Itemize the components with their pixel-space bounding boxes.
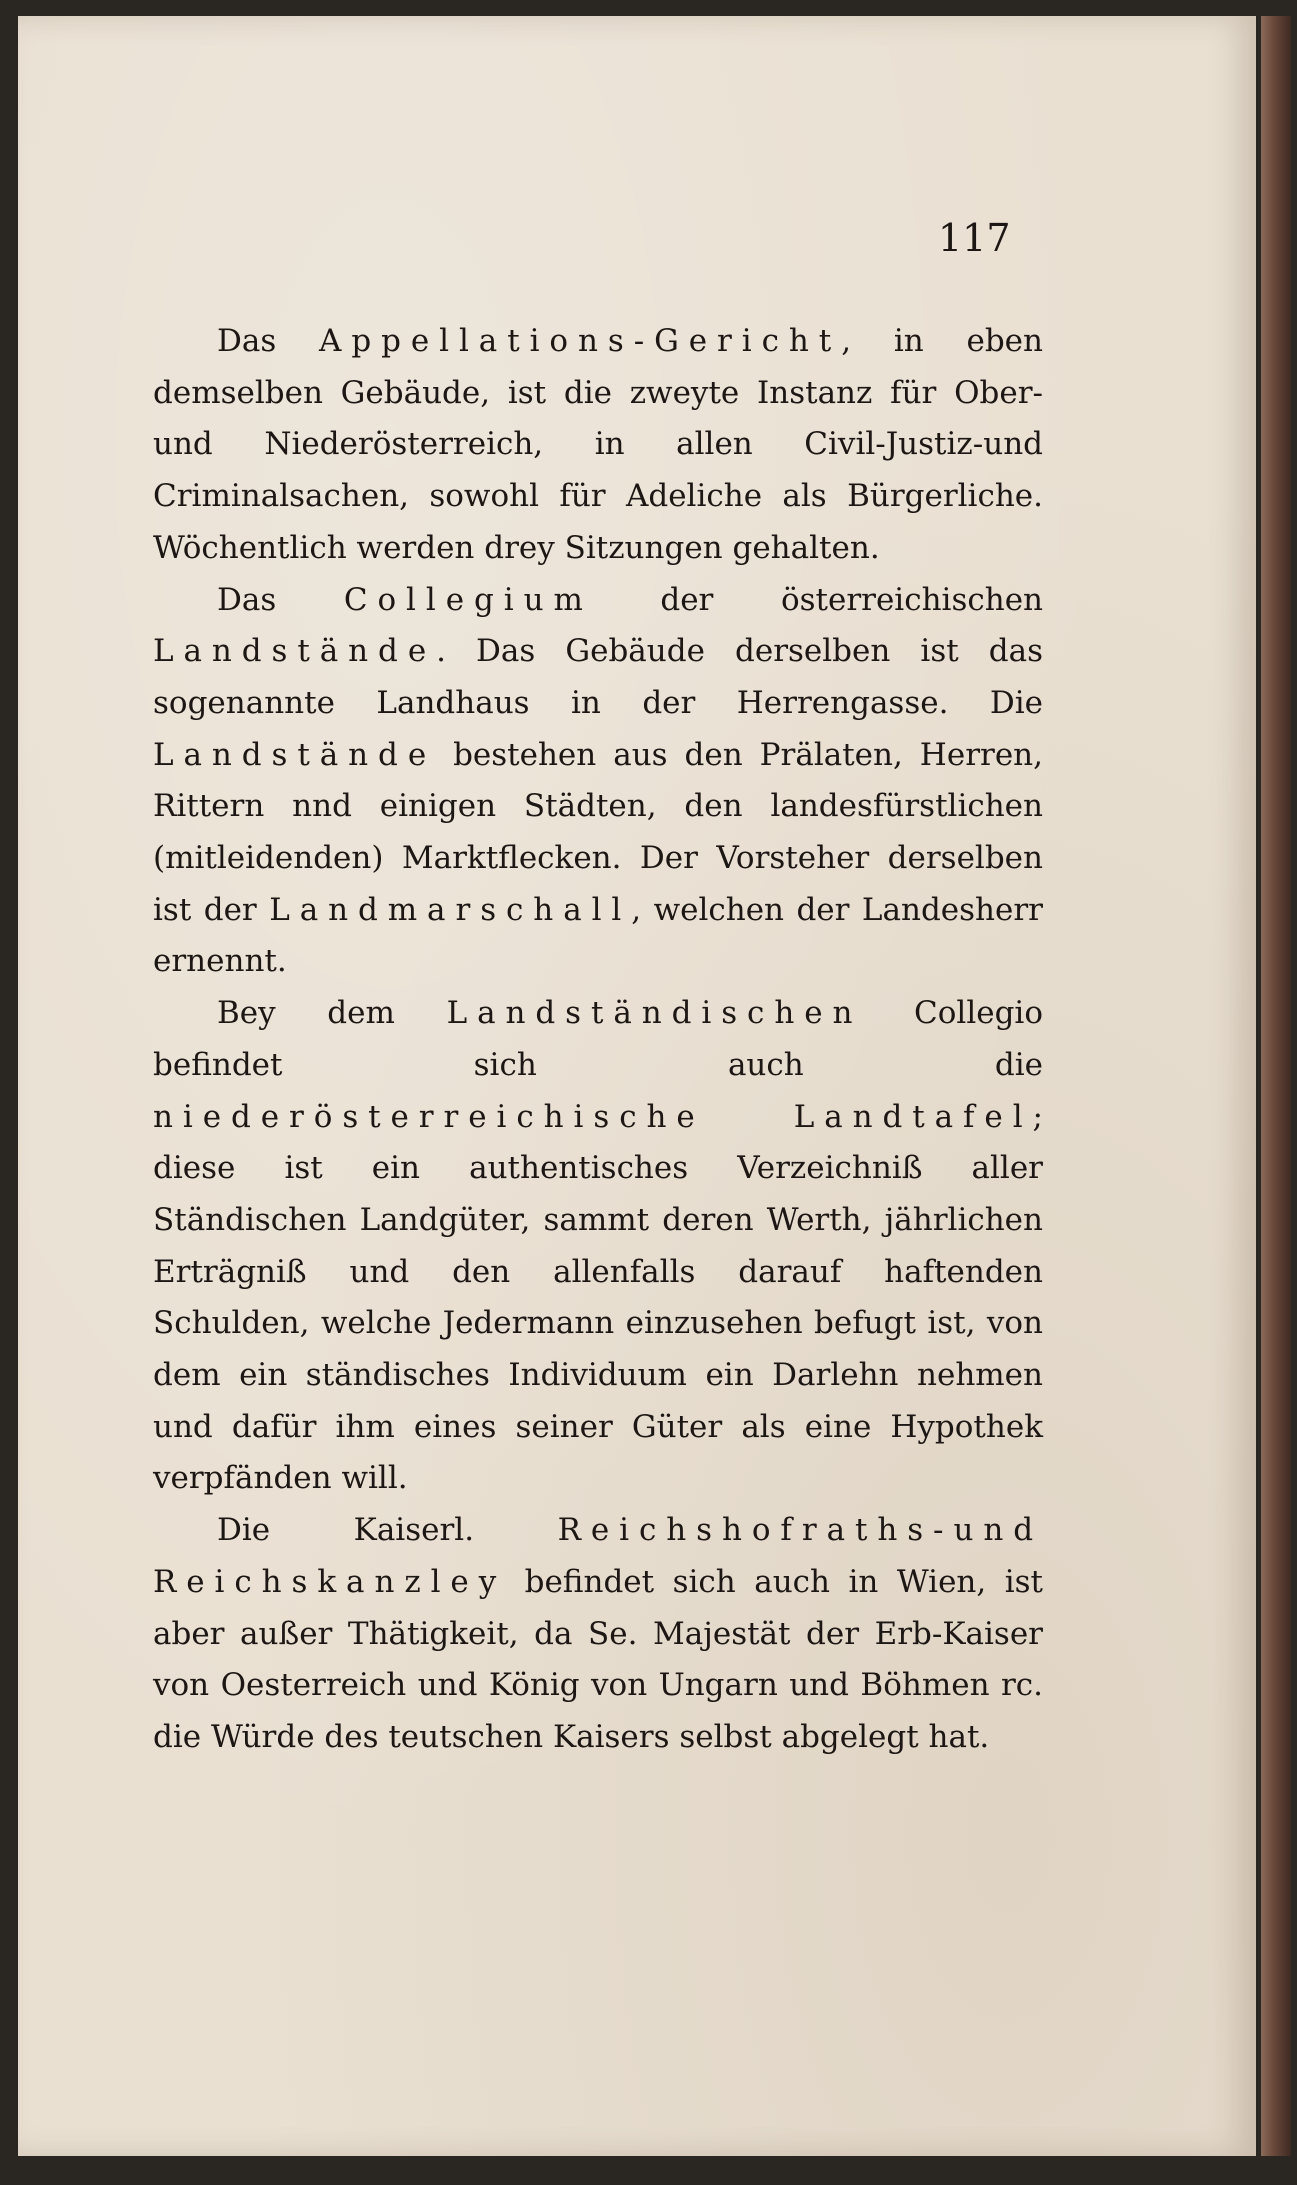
text-segment: , welchen der Landesherr ernennt. bbox=[153, 891, 1043, 980]
spaced-term: Landständischen bbox=[446, 995, 863, 1032]
text-segment: Collegio befindet sich auch die bbox=[153, 995, 1044, 1083]
text-segment: befindet sich auch in Wien, ist aber außer Thätigkeit, da Se. Majestät der Erb-Kaiser von Oesterreich und König von Ungarn und Böhmen rc. die Würde des teutschen Kaisers selbst abgelegt hat. bbox=[153, 1563, 1043, 1755]
paragraph-appellations-gericht bbox=[153, 316, 1043, 575]
text-segment: ; diese ist ein authentisches Verzeichniß aller Ständischen Landgüter, sammt deren Werth, jährlichen Erträgniß und den allenfalls darauf haftenden Schulden, welche Jedermann einzusehen befugt ist, von dem ein ständisches Individuum ein Darlehn nehmen und dafür ihm eines seiner Güter als eine Hypothek verpfänden will. bbox=[153, 1098, 1043, 1497]
spaced-term: Collegium bbox=[343, 581, 593, 618]
spaced-term: niederösterreichische Landtafel bbox=[153, 1098, 1033, 1135]
spaced-term: Landstände bbox=[153, 736, 437, 773]
text-segment: , in eben demselben Gebäude, ist die zweyte Instanz für Ober-und Niederösterreich, in allen Civil-Justiz-und Criminalsachen, sowohl für Adeliche als Bürgerliche. Wöchentlich werden drey Sitzungen gehalten. bbox=[153, 323, 1043, 566]
text-segment: . Das Gebäude derselben ist das sogenannte Landhaus in der Herrengasse. Die bbox=[153, 633, 1043, 721]
page-number: 117 bbox=[938, 216, 1011, 260]
text-segment: Das bbox=[217, 323, 320, 359]
paragraph-collegium-landstaende bbox=[153, 575, 1043, 989]
page-edge bbox=[1261, 16, 1291, 2156]
spaced-term: Landstände bbox=[153, 633, 437, 670]
text-segment: Bey dem bbox=[217, 995, 447, 1032]
spaced-term: Appellations-Gericht bbox=[319, 323, 842, 359]
paragraph-landtafel bbox=[153, 988, 1043, 1505]
text-segment: Die Kaiserl. bbox=[217, 1512, 558, 1549]
text-segment: Das bbox=[217, 581, 344, 618]
spaced-term: Landmarschall bbox=[269, 891, 632, 928]
paragraph-reichshofrath bbox=[153, 1505, 1043, 1764]
body-text bbox=[153, 316, 1043, 1764]
book-page bbox=[18, 16, 1256, 2156]
text-segment: bestehen aus den Prälaten, Herren, Rittern nnd einigen Städten, den landesfürstlichen (mitleidenden) Marktflecken. Der Vorsteher derselben ist der bbox=[153, 736, 1043, 928]
text-segment: der österreichischen bbox=[592, 581, 1044, 618]
spaced-term: Reichshofraths-und Reichskanzley bbox=[153, 1512, 1043, 1600]
